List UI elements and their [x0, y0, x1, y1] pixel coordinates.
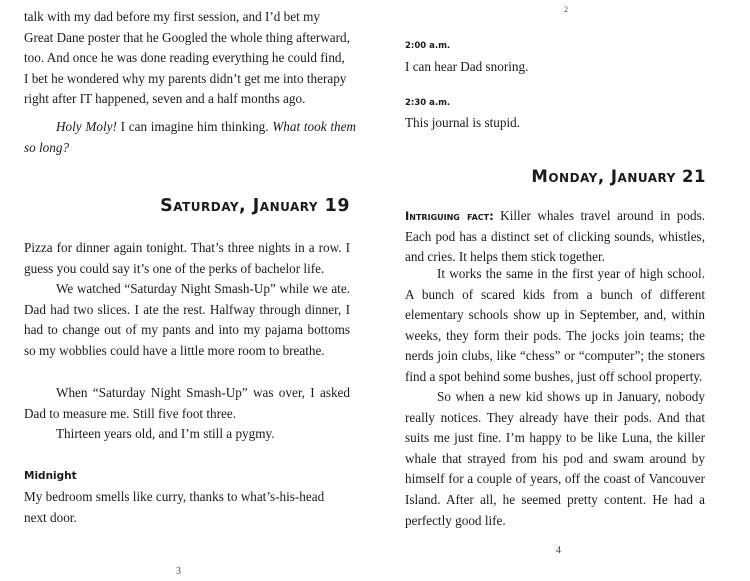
entry-snoring: I can hear Dad snoring. — [405, 59, 529, 74]
intro-paragraph — [24, 7, 350, 110]
paragraph-pizza: Pizza for dinner again tonight. That’s three nights in a row. I guess you could say it’s one of the perks of bachelor life. — [24, 240, 350, 276]
paragraph-pygmy: Thirteen years old, and I’m still a pygmy. — [56, 426, 275, 441]
paragraph-pods: It works the same in the first year of high school. A bunch of scared kids from a bunch of different elementary schools show up in September, and, within weeks, they form their pods. The jocks join teams; the nerds join clubs, like “chess” or “computer”; the stoners find a spot behind some bushes, just off school property. — [405, 266, 705, 384]
time-label-2am: 2:00 a.m. — [405, 41, 451, 51]
entry-journal: This journal is stupid. — [405, 115, 521, 130]
intro-line: too. And once he was done reading everything he could find, — [24, 50, 345, 66]
page-number-left: 3 — [176, 566, 181, 577]
page-number-right: 4 — [556, 545, 561, 556]
heading-saturday: Saturday, January 19 — [160, 196, 350, 216]
intro-line: I bet he wondered why my parents didn’t get me into therapy — [24, 70, 347, 86]
holy-moly-exclaim: Holy Moly! — [56, 119, 117, 134]
time-label-230am: 2:30 a.m. — [405, 98, 451, 108]
fact-label: Intriguing fact: — [405, 209, 494, 223]
holy-moly-text: I can imagine him thinking. — [116, 119, 273, 134]
paragraph-measure: When “Saturday Night Smash-Up” was over, I asked Dad to measure me. Still five foot three. — [24, 385, 350, 421]
paragraph-smash-up: We watched “Saturday Night Smash-Up” while we ate. Dad had two slices. I ate the rest. Halfway through dinner, I had to change out of my pants and into my pajama bottoms so my wobblies could have a little more room to breathe. — [24, 281, 350, 358]
right-page — [378, 0, 750, 581]
left-page — [0, 0, 372, 581]
heading-monday: Monday, January 21 — [531, 167, 706, 186]
holy-moly-question: What took them so long? — [24, 119, 356, 155]
intro-line: right after IT happened, seven and a half months ago. — [24, 91, 306, 107]
paragraph-luna: So when a new kid shows up in January, nobody really notices. They already have their pods. And that suits me just fine. I’m happy to be like Luna, the killer whale that strayed from his pod and swam around by himself for a couple of years, off the coast of Vancouver Island. After all, he seemed pretty content. He had a perfectly good life. — [405, 389, 705, 528]
holy-moly-paragraph — [24, 117, 356, 158]
midnight-label: Midnight — [24, 470, 77, 482]
fact-text: Killer whales travel around in pods. Each pod has a distinct set of clicking sounds, whistles, and cries. It helps them stick together. — [405, 208, 705, 265]
intro-line: Great Dane poster that he Googled the whole thing afterward, — [24, 29, 350, 45]
paragraph-curry: My bedroom smells like curry, thanks to what’s-his-head next door. — [24, 489, 325, 525]
page-number-top: 2 — [564, 5, 568, 14]
intro-line: talk with my dad before my first session, and I’d bet my — [24, 9, 320, 24]
paragraph-fact — [405, 206, 705, 268]
